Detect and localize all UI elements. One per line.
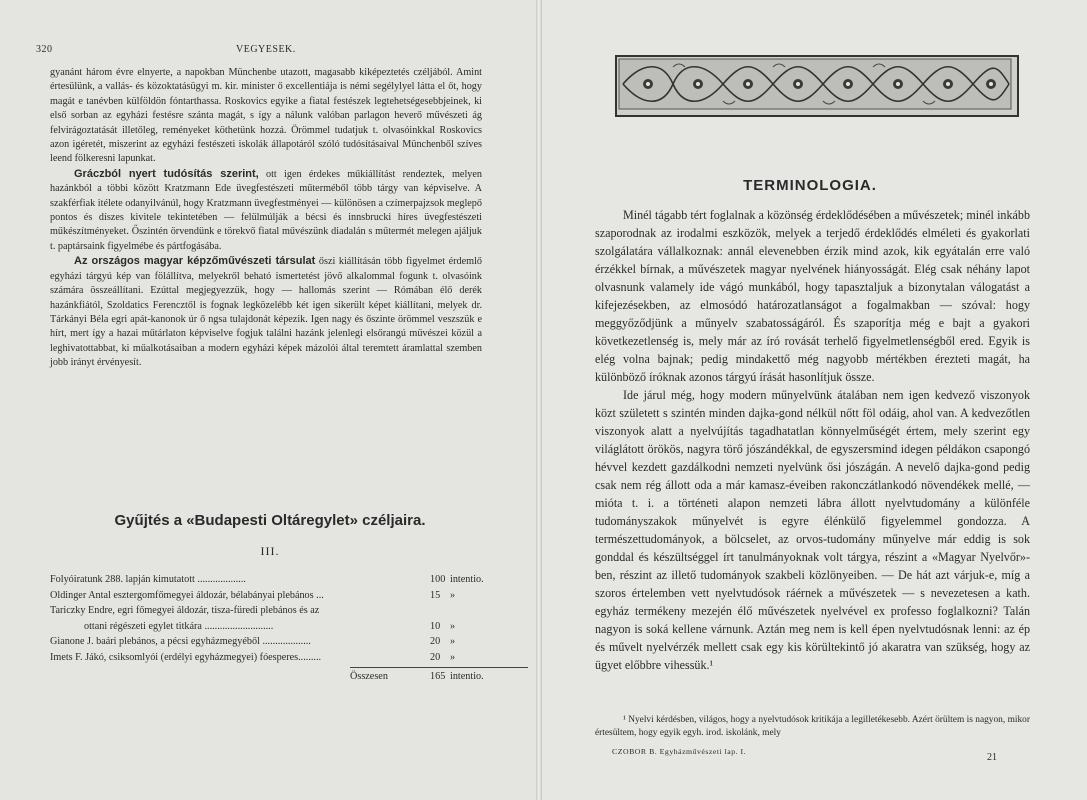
- section-number: III.: [260, 544, 280, 558]
- donation-row: [50, 603, 482, 619]
- total-row: [50, 669, 482, 685]
- donation-row: [50, 572, 482, 588]
- donation-list: [50, 572, 482, 685]
- ornamental-frieze: [615, 55, 1019, 117]
- donation-amount: 15: [430, 589, 441, 601]
- signature-line: CZOBOR B. Egyházművészeti lap. I.: [612, 747, 747, 756]
- paragraph: Ide járul még, hogy modern műnyelvünk átalában nem igen kedvező viszonyok közt született s szintén minden dajka-gond nélkül nőtt föl odáig, ahol van. A kedvezőtlen viszonyok alatt a nyelvújítás tagadhatatlan könnyelműségét értem, mely szerint egy világlátott örökös, nagyra törő jószándékkal, de egyszersmind idegen példákon csapongó hévvel kezdett gazdálkodni nemzeti nyelvünk ősi jószágán. A nevelő dajka-gond pedig csak nem rég állott oda a már kamasz-éveiben rakonczátlankodó növendékek mellé, — mióta t. i. a történeti alapon nemzeti lábra állott nyelvtudomány a különféle tudományszakok műnyelvét is egyre élénkülő figyelemmel gondozza. A természettudományok, a bölcselet, az orvos-tudomány műnyelve már eddig is sok gonddal és készültséggel írt tanulmányoknak volt tárgya, részint a «Magyar Nyelvőr»-ben, részint az illető tudományok szakbeli közlönyeiben. — De hát azt várjuk-e, míg a szoros értelemben vett nyelvtudósok ráérnek a művészetek — s nevezetesen a kath. egyház termékeny mezején élő művészetek nyelvével ex professo foglalkozni? Talán nagyon is soká kellene várnunk. Aztán meg nem is kell épen nyelvtudósnak lenni: az ép és művelt nyelvérzék mellett csak egy kis körültekintő jó akaratra van szükség, hogy az ügyet előbbre vihessük.¹: [595, 388, 1030, 672]
- donation-desc: Folyóiratunk 288. lapján kimutatott ...................: [50, 574, 246, 585]
- page-number: 21: [987, 752, 997, 763]
- left-body-text: [50, 66, 482, 371]
- donation-row: [50, 588, 482, 604]
- donation-row: [50, 634, 482, 650]
- donation-desc: Gianone J. baári plebános, a pécsi egyházmegyéből ...................: [50, 636, 311, 647]
- total-amount: 165: [430, 671, 446, 682]
- donation-desc: Imets F. Jákó, csiksomlyói (erdélyi egyházmegyei) fóesperes.........: [50, 651, 322, 663]
- donation-unit: »: [450, 620, 456, 632]
- donation-row: [50, 619, 482, 635]
- donation-unit: »: [450, 651, 456, 663]
- paragraph: Minél tágabb tért foglalnak a közönség érdeklődésében a művészetek; minél inkább szaporodnak az irodalmi eszközök, melyek a terjedő érdeklődés elméleti és gyakorlati szolgálatára vállalkoznak: annál elevenebben érzik mind azok, kik egyátalán erre való érzékkel bírnak, a művészetek magyar nyelvének hiányosságát. Elég csak néhány lapot olvasnunk valamely ide vágó munkából, hogy tapasztaljuk a bizonytalan válogatást a kifejezésekben, az elmosódó határozatlanságot a fogalmakban — szóval: hogy meggyőződjünk a műnyelv szabatosságáról. És szaporítja még e bajt a gyakori következetlenség is, mely már az író rovását terhelő figyelmetlenségből ered. Egyik is elég volna bajnak; pedig mindakettő még nagyobb mértékben érezteti magát, ha különböző íróknak azonos tárgyú írását hasonlítjuk össze.: [595, 208, 1030, 384]
- running-title: VEGYESEK.: [236, 44, 296, 55]
- donation-desc: ottani régészeti egylet titkára ...........................: [84, 620, 274, 632]
- paragraph-lead: Az országos magyar képzőművészeti társulat: [74, 255, 316, 268]
- donation-amount: 100: [430, 574, 446, 585]
- donation-amount: 20: [430, 636, 441, 647]
- donation-desc: Tariczky Endre, egri főmegyei áldozár, tisza-füredi plebános és az: [50, 605, 320, 616]
- paragraph-lead: Gráczból nyert tudósítás szerint,: [74, 167, 259, 180]
- footnote: [595, 714, 1030, 740]
- article-title: TERMINOLOGIA.: [743, 177, 877, 194]
- donation-unit: »: [450, 589, 456, 601]
- total-label: Összesen: [350, 671, 388, 682]
- right-body-text: [595, 206, 1030, 674]
- left-page: [0, 0, 538, 800]
- donation-unit: »: [450, 636, 456, 647]
- total-unit: intentio.: [450, 671, 484, 682]
- donation-row: [50, 650, 482, 666]
- paragraph: [50, 167, 482, 254]
- paragraph-text: ott igen érdekes műkiállítást rendeztek, melyen hazánkból a többi között Kratzmann Ede üvegfestészeti műterméből több tárgy van képviselve. A szakférfiak itélete odanyilvánúl, hogy Kratzmann üvegfestményei — különösen a czímerpajzsok meglepő pontos és díszes kivitele tekintetében — felülmúlják a bécsi és innsbrucki híres üvegfestészeti műkészítményeket. Őszintén örvendünk e törekvő fiatal művészünk diadalán s műtermét melegen ajáljuk t. paptársaink figyelmébe és pártfogásába.: [50, 168, 482, 252]
- donation-amount: 10: [430, 620, 441, 632]
- donation-amount: 20: [430, 651, 441, 663]
- frieze-ornament-icon: [617, 57, 1013, 111]
- total-rule: [350, 667, 528, 668]
- paragraph-text: őszi kiállításán több figyelmet érdemlő egyházi tárgyú kép van fölállítva, melyekről beható ismertetést jövő alkalommal fogunk t. olvasóink számára összeállítani. Ezúttal megjegyezzük, hogy — hallomás szerint — Rómában élő derék hazánkfiától, Szoldatics Ferencztől is fognak legközelébb két igen sikerült képet kiállítani, melyek dr. Tárkányi Béla egri apát-kanonok úr ő ngsa tulajdonát képezik. Igen nagy és őszinte örömmel veszszük e hírt, mert így a hazai műtárlaton képviselve fogjuk találni hazánk jelenlegi elsőrangú művészei közül a leghivatottabbat, ki műalkotásaiban a modern egyházi képek mázolói által teremtett áramlattal szemben jobb irányt érvényesít.: [50, 256, 482, 369]
- footnote-text: ¹ Nyelvi kérdésben, világos, hogy a nyelvtudósok kritikája a legilletékesebb. Azért örültem is nagyon, mikor értesültem, hogy egyik egyh. irod. iskolánk, mely: [595, 715, 1030, 738]
- section-title: Gyűjtés a «Budapesti Oltáregylet» czéljaira.: [114, 512, 426, 529]
- paragraph: [50, 254, 482, 370]
- donation-desc: Oldinger Antal esztergomfőmegyei áldozár, bélabányai plebános ...: [50, 589, 324, 601]
- paragraph: gyanánt három évre elnyerte, a napokban Münchenbe utazott, magasabb kiképeztetés czéljából. Amint értesülünk, a vallás- és közoktatásügyi m. kir. minister ő excellentiája is némi segélylyel látta el őt, hogy magát e tanévben külföldön fóntarthassa. Roskovics egyike a fiatal festészek legtehetségesebbjeinek, ki első sorban az egyházi festésre szánta magát, s így a nálunk valóban parlagon heverő művészeti ág felvirágoztatását illetőleg, reményeket köthetünk hozzá. Örömmel tudatjuk t. olvasóinkkal Roskovics azon igéretét, miszerint az egyházi festészeti iskolák állapotáról szóló tudósításaival Münchenből szíves leend fölkeresni lapunkat.: [50, 67, 482, 165]
- page-number: 320: [36, 44, 53, 55]
- donation-unit: intentio.: [450, 574, 484, 585]
